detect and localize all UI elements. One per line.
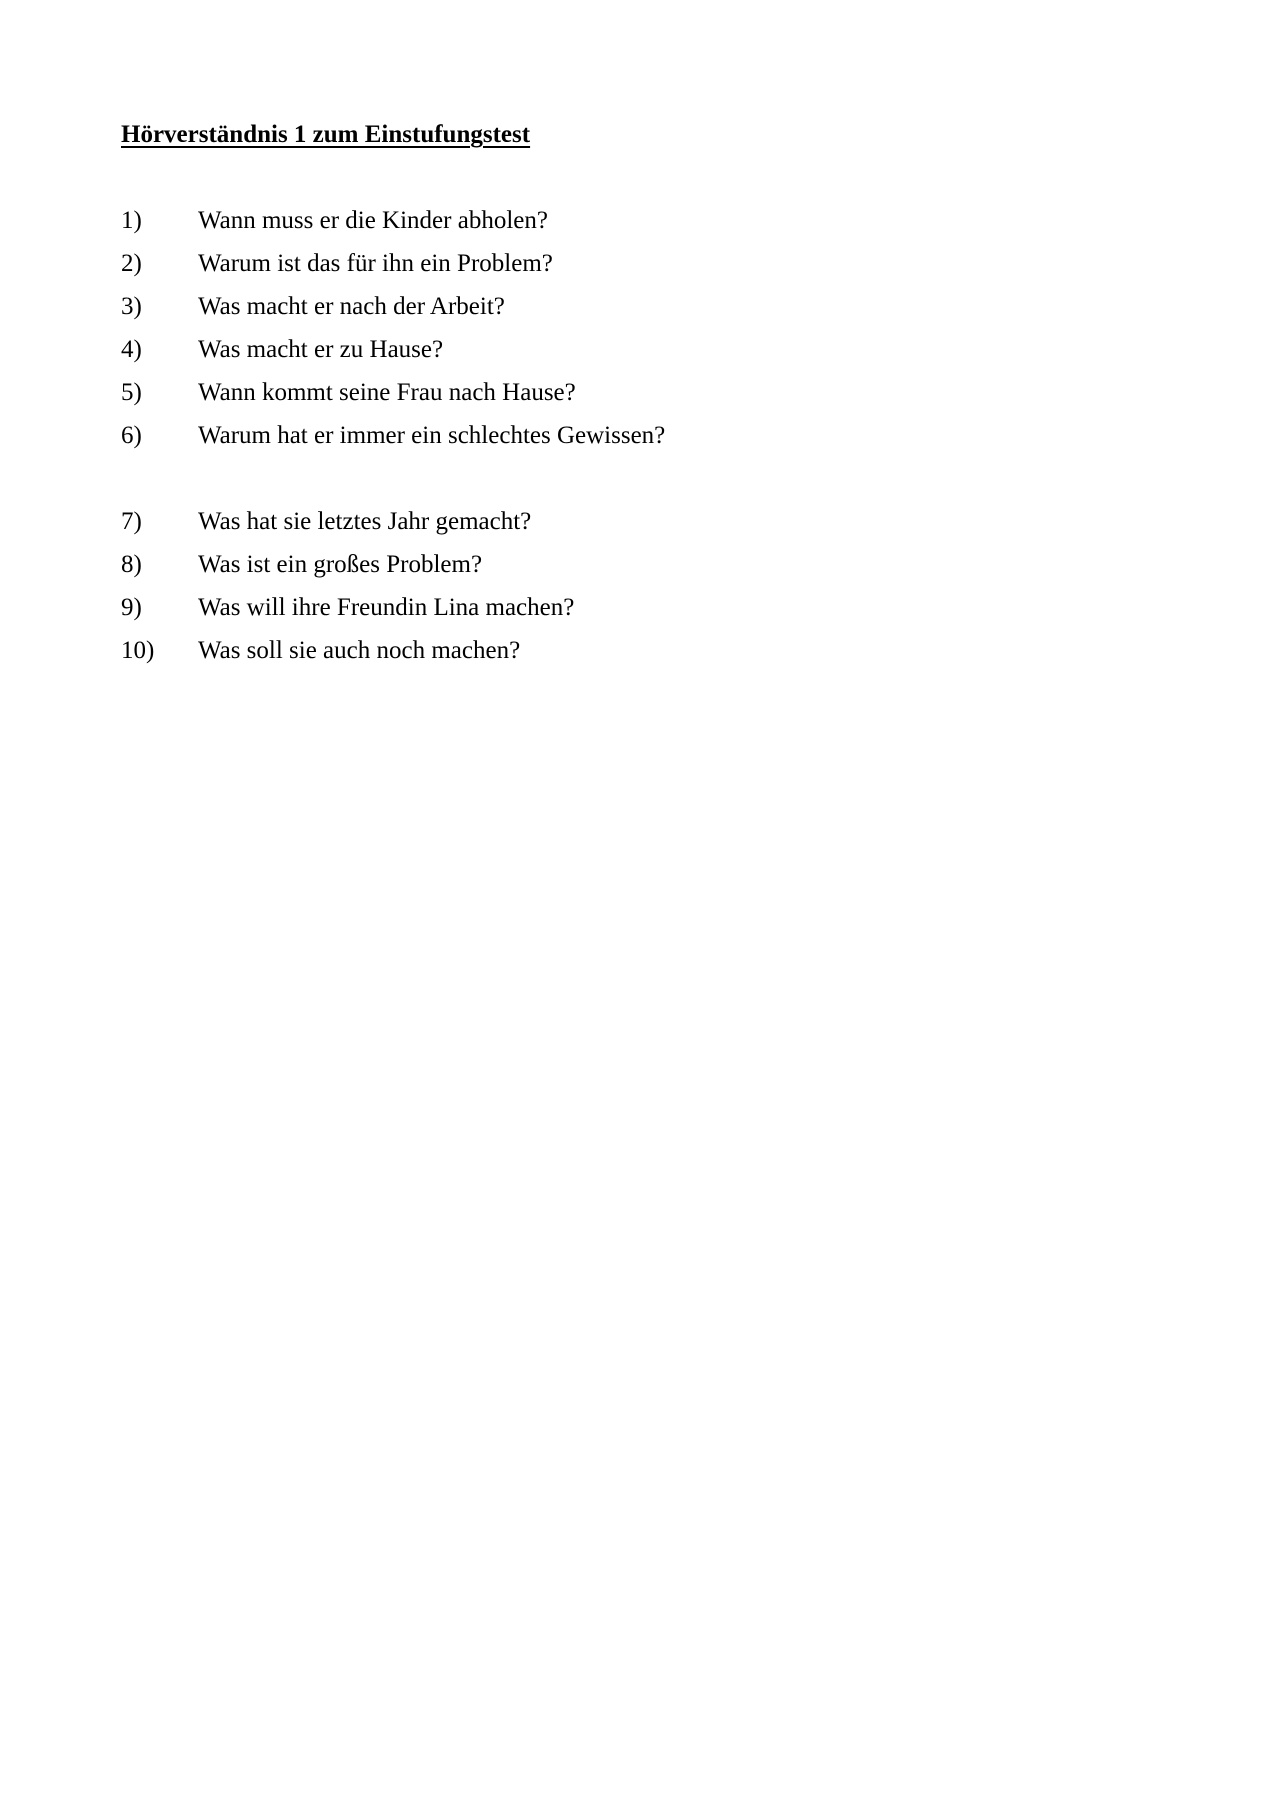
question-number: 4) — [121, 336, 142, 363]
question-item — [121, 549, 574, 592]
question-item — [121, 635, 574, 678]
question-number: 7) — [121, 508, 142, 535]
question-text: Warum hat er immer ein schlechtes Gewissen? — [198, 422, 666, 449]
question-number: 5) — [121, 379, 142, 406]
question-text: Was will ihre Freundin Lina machen? — [198, 594, 575, 621]
question-item — [121, 592, 574, 635]
question-item — [121, 420, 665, 463]
document-title: Hörverständnis 1 zum Einstufungstest — [121, 121, 531, 148]
question-text: Wann muss er die Kinder abholen? — [198, 207, 548, 234]
question-group-2 — [121, 506, 574, 678]
question-item — [121, 377, 665, 420]
question-number: 9) — [121, 594, 142, 621]
question-number: 3) — [121, 293, 142, 320]
question-item — [121, 506, 574, 549]
question-group-1 — [121, 205, 665, 463]
question-number: 1) — [121, 207, 142, 234]
question-text: Was ist ein großes Problem? — [198, 551, 483, 578]
question-text: Warum ist das für ihn ein Problem? — [198, 250, 553, 277]
question-number: 2) — [121, 250, 142, 277]
question-number: 10) — [121, 637, 155, 664]
question-number: 6) — [121, 422, 142, 449]
question-item — [121, 334, 665, 377]
question-item — [121, 205, 665, 248]
question-text: Was macht er nach der Arbeit? — [198, 293, 505, 320]
question-text: Was hat sie letztes Jahr gemacht? — [198, 508, 532, 535]
question-text: Wann kommt seine Frau nach Hause? — [198, 379, 576, 406]
question-text: Was macht er zu Hause? — [198, 336, 444, 363]
question-number: 8) — [121, 551, 142, 578]
question-item — [121, 291, 665, 334]
question-item — [121, 248, 665, 291]
question-text: Was soll sie auch noch machen? — [198, 637, 521, 664]
